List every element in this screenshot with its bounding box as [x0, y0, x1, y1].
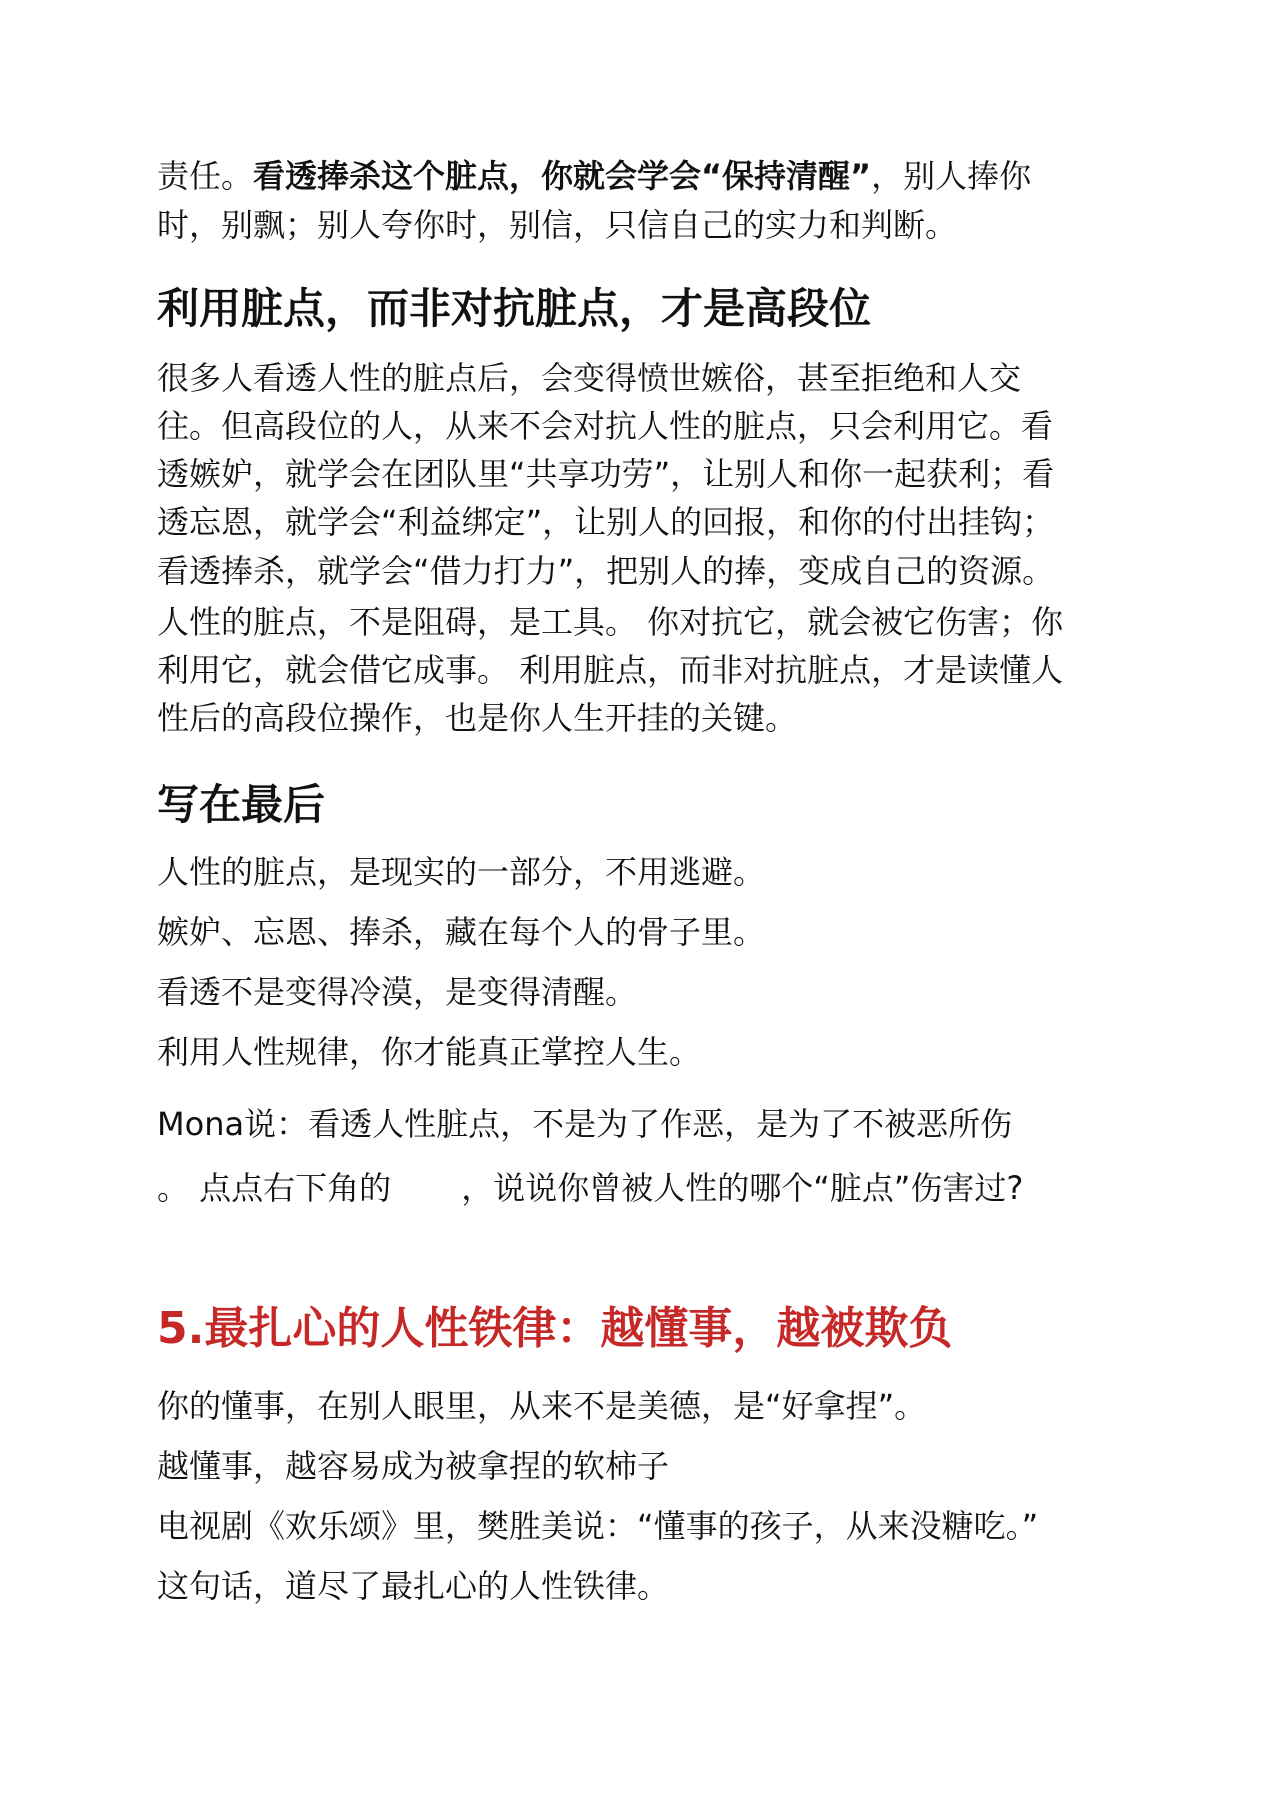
paragraph-line: 很多人看透人性的脏点后，会变得愤世嫉俗，甚至拒绝和人交	[157, 359, 1022, 397]
section-heading-red: 5.最扎心的人性铁律：越懂事，越被欺负	[157, 1303, 953, 1354]
paragraph-line: 透嫉妒，就学会在团队里“共享功劳”，让别人和你一起获利；看	[157, 455, 1055, 493]
section-heading: 利用脏点，而非对抗脏点，才是高段位	[157, 284, 872, 333]
paragraph-line: 你的懂事，在别人眼里，从来不是美德，是“好拿捏”。	[157, 1387, 927, 1425]
paragraph-line: 越懂事，越容易成为被拿捏的软柿子	[157, 1447, 670, 1485]
intro-line-2: 时，别飘；别人夸你时，别信，只信自己的实力和判断。	[157, 206, 958, 244]
intro-text: ，别人捧你	[871, 157, 1032, 195]
mona-note-line-1: Mona说：看透人性脏点，不是为了作恶，是为了不被恶所伤	[157, 1105, 1013, 1143]
paragraph-line: 透忘恩，就学会“利益绑定”，让别人的回报，和你的付出挂钩；	[157, 503, 1055, 541]
paragraph-line: 这句话，道尽了最扎心的人性铁律。	[157, 1567, 670, 1605]
paragraph-line: 往。但高段位的人，从来不会对抗人性的脏点，只会利用它。看	[157, 407, 1054, 445]
paragraph-line: 人性的脏点，是现实的一部分，不用逃避。	[157, 853, 766, 891]
paragraph-line: 利用它，就会借它成事。 利用脏点，而非对抗脏点，才是读懂人	[157, 651, 1064, 689]
intro-text: 责任。	[157, 157, 254, 195]
mona-note-line-2	[157, 1168, 1023, 1208]
paragraph-line: 看透不是变得冷漠，是变得清醒。	[157, 973, 638, 1011]
mona-note-text: 。 点点右下角的	[157, 1169, 392, 1207]
paragraph-line: 性后的高段位操作，也是你人生开挂的关键。	[157, 699, 798, 737]
section-heading: 写在最后	[157, 780, 326, 829]
paragraph-line: 电视剧《欢乐颂》里，樊胜美说：“懂事的孩子，从来没糖吃。”	[157, 1507, 1039, 1545]
intro-line-1	[157, 156, 1031, 196]
paragraph-line: 看透捧杀，就学会“借力打力”，把别人的捧，变成自己的资源。	[157, 552, 1055, 590]
paragraph-line: 利用人性规律，你才能真正掌控人生。	[157, 1033, 702, 1071]
paragraph-line: 嫉妒、忘恩、捧杀，藏在每个人的骨子里。	[157, 913, 766, 951]
paragraph-line: 人性的脏点，不是阻碍，是工具。 你对抗它，就会被它伤害；你	[157, 603, 1064, 641]
mona-note-text: ，说说你曾被人性的哪个“脏点”伤害过?	[461, 1169, 1024, 1207]
intro-bold-text: 看透捧杀这个脏点，你就会学会“保持清醒”	[253, 157, 872, 195]
